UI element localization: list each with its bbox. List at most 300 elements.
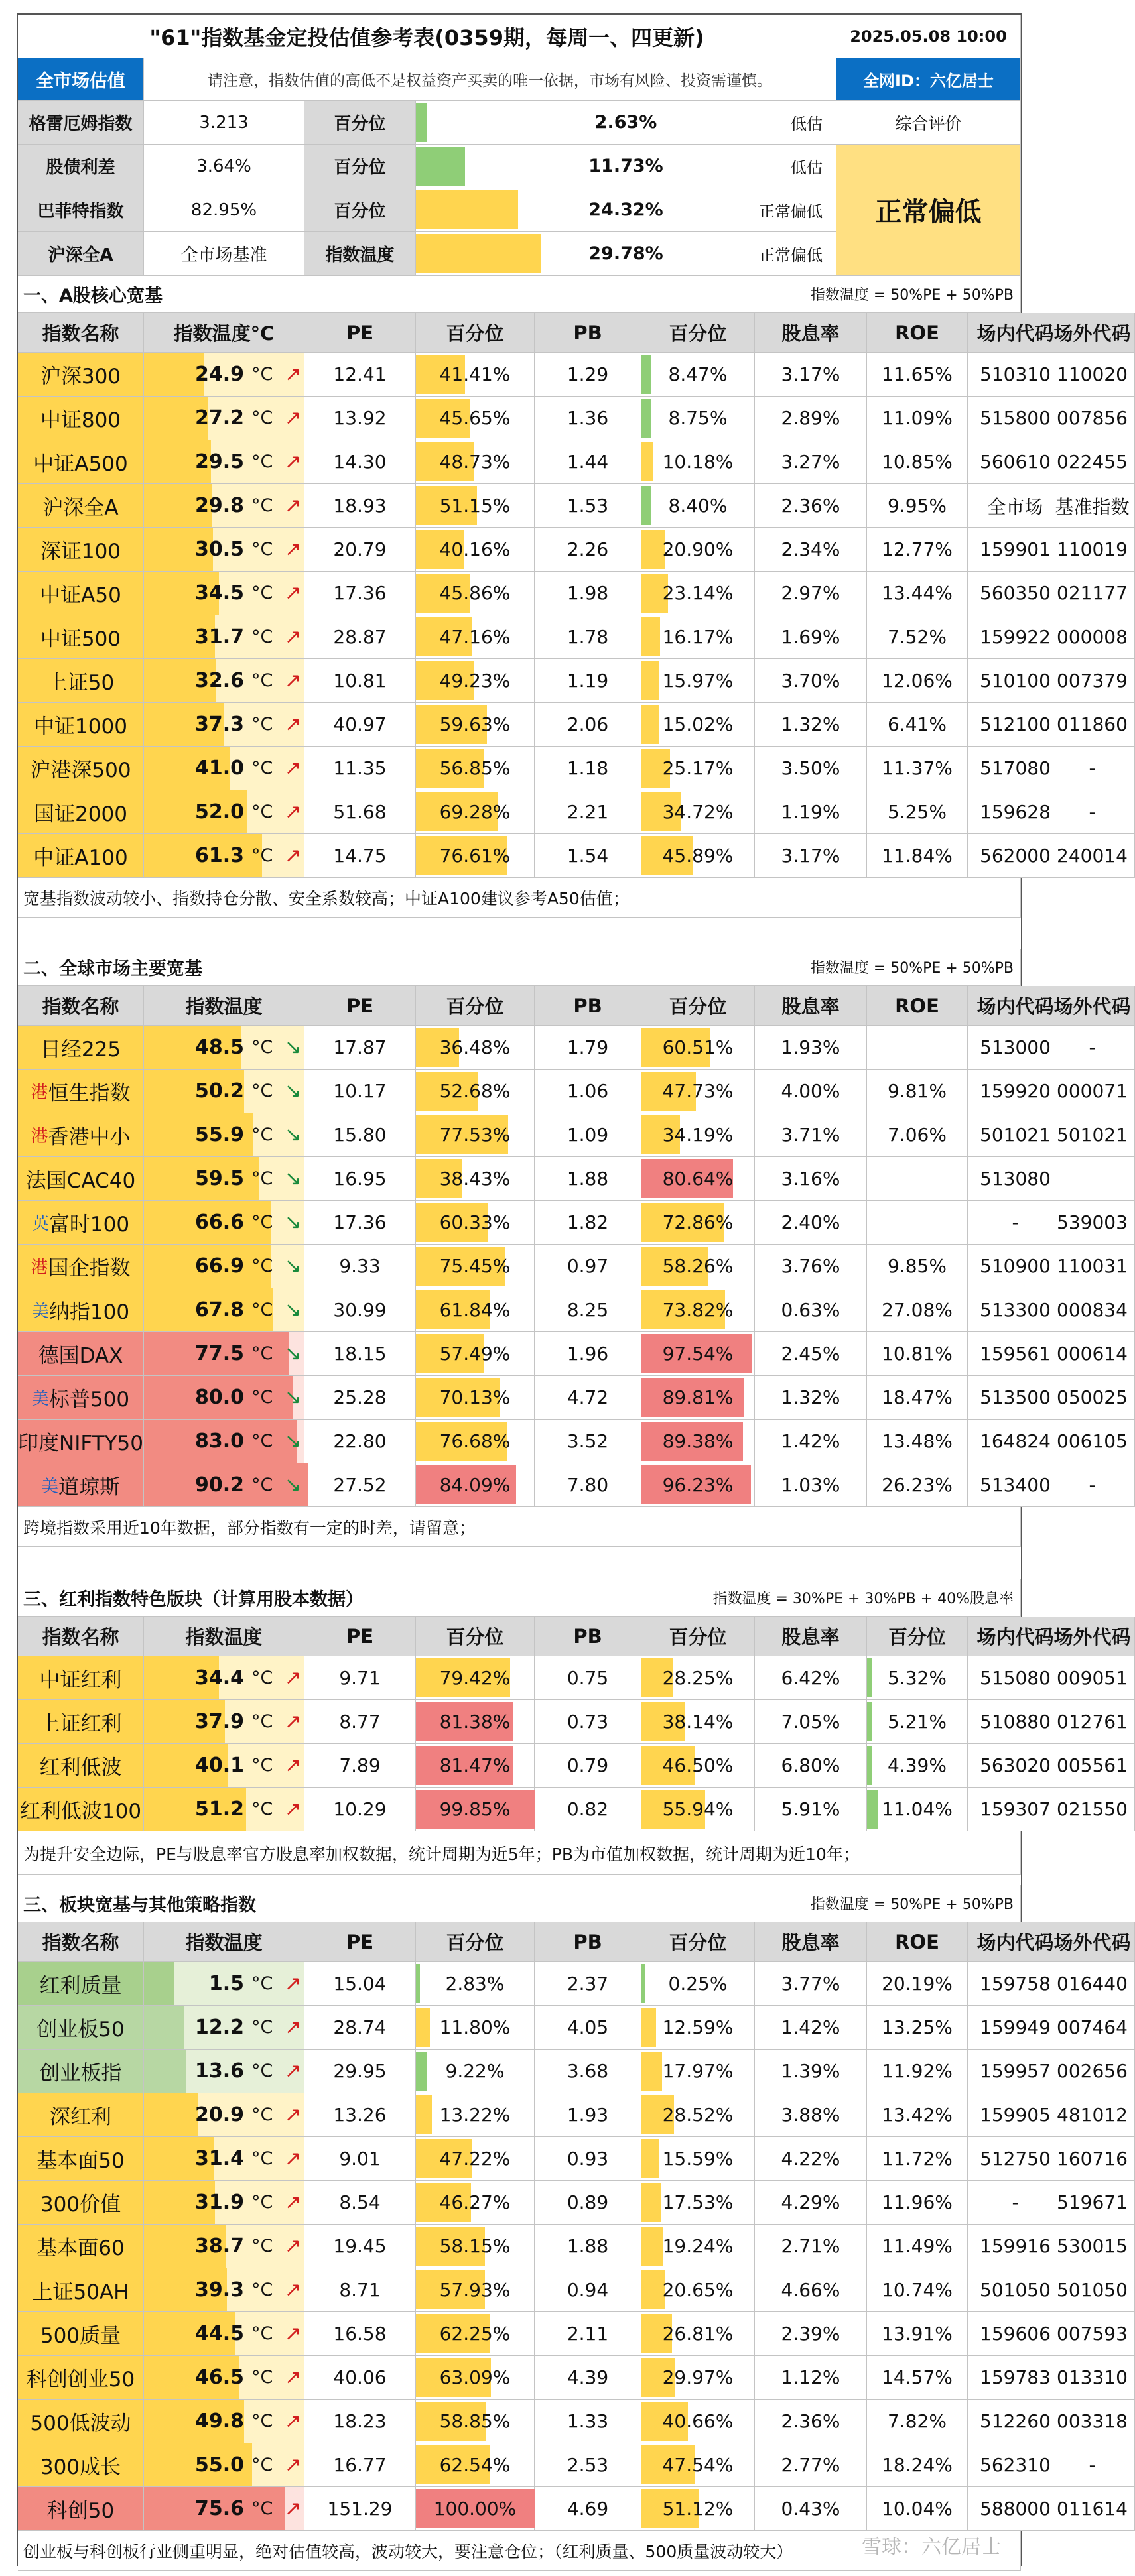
- cell-pep: [416, 1962, 535, 2006]
- cell-pe: [304, 2137, 416, 2181]
- cell-pb: [535, 1744, 641, 1788]
- column-header-label: ROE: [895, 1930, 939, 1953]
- cell-value: 1.78: [567, 626, 609, 648]
- cell-in: [968, 1700, 1063, 1744]
- cell-in: [968, 397, 1063, 440]
- cell-value: 29.95: [333, 2060, 387, 2082]
- section-note-row: [18, 878, 1021, 918]
- table-row: [18, 2050, 1128, 2093]
- cell-value: 57.93%: [439, 2279, 511, 2301]
- cell-roe: [867, 747, 968, 790]
- index-name: [18, 1788, 143, 1831]
- cell-pbp: [641, 1288, 755, 1332]
- cell-value: 519671: [1057, 2191, 1128, 2213]
- cell-pe: [304, 1070, 416, 1113]
- temperature-unit: °C: [251, 845, 273, 866]
- cell-pep: [416, 1788, 535, 1831]
- cell-in: [968, 1962, 1063, 2006]
- temperature-cell: [144, 1463, 304, 1507]
- valuation-sheet: [17, 13, 1131, 2566]
- temperature-formula: 指数温度 = 50%PE + 50%PB: [810, 960, 1014, 977]
- cell-roe: [867, 572, 968, 615]
- trend-up-icon: ↗: [285, 538, 302, 561]
- cell-value: 0.43%: [781, 2498, 840, 2520]
- cell-value: 513500: [980, 1386, 1051, 1408]
- table-row: [18, 790, 1096, 834]
- cell-value: 513000: [980, 1036, 1051, 1058]
- cell-pb: [535, 834, 641, 878]
- cell-value: 75.45%: [439, 1255, 511, 1277]
- index-name: [18, 2137, 143, 2180]
- temperature-unit: °C: [251, 1475, 273, 1495]
- cell-pbp: [641, 1245, 755, 1288]
- temperature-value: 44.5: [194, 2322, 244, 2345]
- cell-pb: [535, 1288, 641, 1332]
- cell-in: [968, 2356, 1063, 2400]
- index-name-cell: [18, 572, 144, 615]
- index-name-text: 500低波动: [30, 2412, 131, 2435]
- cell-value: 7.89: [339, 1754, 381, 1776]
- trend-up-icon: ↗: [285, 2103, 302, 2126]
- column-header-label: PE: [346, 994, 374, 1017]
- region-tag: 港: [31, 1127, 48, 1146]
- indicator-name: 股债利差: [46, 158, 115, 178]
- index-name-text: 沪深全A: [42, 496, 119, 520]
- cell-value: 1.44: [567, 451, 609, 473]
- cell-roe: [867, 2312, 968, 2356]
- index-name: [18, 2050, 143, 2093]
- cell-value: 26.23%: [882, 1474, 953, 1496]
- temperature-value: 39.3: [194, 2278, 244, 2301]
- cell-pe: [304, 747, 416, 790]
- column-header-label: 场内代码: [976, 1932, 1054, 1954]
- cell-div: [755, 1744, 867, 1788]
- account-id: 全网ID：六亿居士: [863, 72, 994, 90]
- cell-value: 18.24%: [882, 2454, 953, 2476]
- cell-div: [755, 1157, 867, 1201]
- cell-pe: [304, 1962, 416, 2006]
- trend-up-icon: ↗: [285, 2235, 302, 2258]
- cell-value: 13.44%: [882, 582, 953, 604]
- cell-pb: [535, 703, 641, 747]
- cell-pbp: [641, 1463, 755, 1507]
- cell-div: [755, 2225, 867, 2268]
- cell-value: 9.81%: [888, 1080, 947, 1102]
- overall-label: 综合评价: [895, 113, 962, 133]
- temperature-cell: [144, 2093, 304, 2137]
- index-name: [18, 2356, 143, 2399]
- temperature-cell: [144, 1201, 304, 1245]
- cell-div: [755, 2443, 867, 2487]
- cell-value: 89.38%: [662, 1430, 734, 1452]
- cell-roe: [867, 1026, 968, 1070]
- cell-value: 10.81: [333, 670, 387, 692]
- cell-value: 5.91%: [781, 1798, 840, 1820]
- cell-value: 1.96: [567, 1343, 609, 1365]
- index-name: [18, 1201, 143, 1244]
- cell-value: 9.01: [339, 2148, 381, 2170]
- cell-pe: [304, 2050, 416, 2093]
- index-name-cell: [18, 2487, 144, 2531]
- risk-notice: 请注意，指数估值的高低不是权益资产买卖的唯一依据，市场有风险、投资需谨慎。: [208, 72, 772, 90]
- column-header: [535, 986, 641, 1026]
- index-name-text: 300价值: [40, 2193, 121, 2217]
- cell-pb: [535, 1201, 641, 1245]
- cell-roe: [867, 1420, 968, 1463]
- index-name: [18, 1157, 143, 1200]
- cell-value: [867, 1157, 967, 1200]
- cell-pep: [416, 1376, 535, 1420]
- index-name-text: 红利低波: [39, 1756, 122, 1780]
- cell-value: 4.39%: [888, 1754, 947, 1776]
- index-name: [18, 2181, 143, 2224]
- temperature-unit: °C: [251, 1711, 273, 1732]
- cell-value: 0.75: [567, 1667, 609, 1689]
- table-row: [18, 2400, 1128, 2443]
- index-name-cell: [18, 2093, 144, 2137]
- cell-value: 73.82%: [662, 1299, 734, 1321]
- cell-out: [1050, 528, 1135, 572]
- cell-value: 003318: [1057, 2410, 1128, 2432]
- cell-pe: [304, 1288, 416, 1332]
- cell-pbp: [641, 1744, 755, 1788]
- index-name-text: 道琼斯: [58, 1475, 120, 1499]
- cell-value: 45.89%: [662, 845, 734, 867]
- cell-out: [1050, 1463, 1135, 1507]
- cell-value: 27.52: [333, 1474, 387, 1496]
- column-header: [416, 1617, 535, 1656]
- cell-value: 0.93: [567, 2148, 609, 2170]
- index-name-text: 中证800: [40, 408, 121, 432]
- cell-value: 050025: [1057, 1386, 1128, 1408]
- cell-value: 159758: [980, 1973, 1051, 1994]
- cell-value: 17.87: [333, 1036, 387, 1058]
- cell-value: 1.93: [567, 2104, 609, 2126]
- temperature-unit: °C: [251, 1212, 273, 1233]
- cell-value: 28.52%: [662, 2104, 734, 2126]
- cell-value: 5.32%: [888, 1667, 947, 1689]
- cell-pe: [304, 2093, 416, 2137]
- cell-pbp: [641, 1113, 755, 1157]
- cell-value: 1.39%: [781, 2060, 840, 2082]
- temperature-cell: [144, 2312, 304, 2356]
- cell-value: 3.16%: [781, 1168, 840, 1190]
- cell-roe: [867, 1157, 968, 1201]
- cell-pep: [416, 659, 535, 703]
- temperature-cell: [144, 1376, 304, 1420]
- cell-roe: [867, 1070, 968, 1113]
- cell-value: 58.26%: [662, 1255, 734, 1277]
- cell-pe: [304, 1420, 416, 1463]
- cell-in: [968, 2137, 1063, 2181]
- column-header-label: PB: [573, 1930, 602, 1953]
- cell-pe: [304, 2356, 416, 2400]
- cell-value: 17.36: [333, 1211, 387, 1233]
- temperature-value: 31.4: [194, 2147, 244, 2170]
- column-header: [1050, 986, 1135, 1026]
- cell-value: 15.97%: [662, 670, 734, 692]
- cell-out: [1050, 2487, 1135, 2531]
- column-header-label: ROE: [895, 994, 939, 1017]
- cell-value: 72.86%: [662, 1211, 734, 1233]
- cell-out: [1050, 440, 1135, 484]
- cell-pe: [304, 353, 416, 397]
- cell-pe: [304, 484, 416, 528]
- cell-pep: [416, 353, 535, 397]
- temperature-cell: [144, 2443, 304, 2487]
- cell-pbp: [641, 1962, 755, 2006]
- temperature-unit: °C: [251, 364, 273, 385]
- column-header: [867, 1617, 968, 1656]
- cell-value: 9.33: [339, 1255, 381, 1277]
- cell-value: 110019: [1057, 538, 1128, 560]
- temperature-cell: [144, 1420, 304, 1463]
- index-name-text: 标普500: [48, 1388, 130, 1412]
- cell-value: 510880: [980, 1711, 1051, 1733]
- temperature-unit: °C: [251, 2323, 273, 2344]
- percentile-label-cell: [304, 188, 416, 232]
- indicator-name-cell: [18, 188, 144, 232]
- column-header: [144, 313, 304, 353]
- cell-roe: [867, 2487, 968, 2531]
- cell-value: 47.22%: [439, 2148, 511, 2170]
- market-label: 全市场估值: [36, 71, 125, 92]
- cell-in: [968, 1113, 1063, 1157]
- column-header: [755, 986, 867, 1026]
- cell-roe: [867, 2181, 968, 2225]
- cell-pbp: [641, 440, 755, 484]
- temperature-unit: °C: [251, 1755, 273, 1776]
- cell-pep: [416, 1070, 535, 1113]
- cell-div: [755, 1113, 867, 1157]
- cell-pe: [304, 1245, 416, 1288]
- cell-in: [968, 2050, 1063, 2093]
- cell-value: 1.53: [567, 495, 609, 517]
- cell-value: 29.97%: [662, 2366, 734, 2388]
- temperature-unit: °C: [251, 2455, 273, 2475]
- temperature-value: 29.5: [194, 450, 244, 473]
- cell-pe: [304, 1744, 416, 1788]
- cell-value: 1.36: [567, 407, 609, 429]
- temperature-value: 55.0: [194, 2453, 244, 2477]
- temperature-unit: °C: [251, 802, 273, 822]
- cell-value: 63.09%: [439, 2366, 511, 2388]
- cell-value: 0.97: [567, 1255, 609, 1277]
- cell-pbp: [641, 2400, 755, 2443]
- cell-value: 2.97%: [781, 582, 840, 604]
- cell-out: [1050, 1201, 1135, 1245]
- temperature-unit: °C: [251, 2498, 273, 2519]
- trend-up-icon: ↗: [285, 2059, 302, 2083]
- column-header: [18, 986, 144, 1026]
- cell-value: 28.74: [333, 2016, 387, 2038]
- cell-value: 30.99: [333, 1299, 387, 1321]
- cell-div: [755, 2400, 867, 2443]
- temperature-value: 83.0: [194, 1430, 244, 1453]
- section-note: 为提升安全边际，PE与股息率官方股息率加权数据，统计周期为近5年；PB为市值加权数据，统计周期为近10年；: [23, 1844, 860, 1864]
- table-row: [18, 834, 1128, 878]
- cell-pe: [304, 790, 416, 834]
- cell-value: 61.84%: [439, 1299, 511, 1321]
- cell-value: 12.41: [333, 363, 387, 385]
- cell-value: 0.73: [567, 1711, 609, 1733]
- cell-div: [755, 747, 867, 790]
- cell-value: 28.87: [333, 626, 387, 648]
- cell-pbp: [641, 484, 755, 528]
- cell-roe: [867, 2443, 968, 2487]
- column-header: [641, 313, 755, 353]
- cell-pbp: [641, 747, 755, 790]
- cell-div: [755, 1700, 867, 1744]
- cell-roe: [867, 1962, 968, 2006]
- cell-pb: [535, 790, 641, 834]
- cell-value: 1.33: [567, 2410, 609, 2432]
- table-row: [18, 2225, 1128, 2268]
- cell-pb: [535, 2487, 641, 2531]
- column-header-label: 场外代码: [1053, 995, 1131, 1018]
- cell-pbp: [641, 2268, 755, 2312]
- index-name-cell: [18, 615, 144, 659]
- cell-div: [755, 2181, 867, 2225]
- temperature-unit: °C: [251, 408, 273, 428]
- cell-roe: [867, 1463, 968, 1507]
- index-name-cell: [18, 353, 144, 397]
- cell-value: 9.22%: [445, 2060, 505, 2082]
- temperature-unit: °C: [251, 758, 273, 778]
- cell-value: 81.38%: [439, 1711, 511, 1733]
- cell-value: 4.22%: [781, 2148, 840, 2170]
- cell-pb: [535, 1113, 641, 1157]
- indicator-value: 3.64%: [196, 156, 251, 176]
- temperature-unit: °C: [251, 1973, 273, 1994]
- cell-value: 1.88: [567, 2235, 609, 2257]
- cell-value: 10.18%: [662, 451, 734, 473]
- index-name-cell: [18, 703, 144, 747]
- temperature-cell: [144, 484, 304, 528]
- cell-value: 007593: [1057, 2323, 1128, 2345]
- cell-in: [968, 528, 1063, 572]
- cell-value: 007856: [1057, 407, 1128, 429]
- cell-value: 12.77%: [882, 538, 953, 560]
- cell-pbp: [641, 528, 755, 572]
- indicator-name-cell: [18, 145, 144, 188]
- cell-pbp: [641, 2093, 755, 2137]
- market-label-cell: [18, 58, 144, 101]
- cell-value: 58.85%: [439, 2410, 511, 2432]
- temperature-cell: [144, 1070, 304, 1113]
- section-title: 三、红利指数特色版块（计算用股本数据）: [23, 1579, 364, 1616]
- column-header: [144, 1617, 304, 1656]
- trend-down-icon: ↘: [285, 1036, 302, 1059]
- cell-value: 41.41%: [439, 363, 511, 385]
- temperature-unit: °C: [251, 583, 273, 603]
- cell-value: 481012: [1057, 2104, 1128, 2126]
- column-header-label: 百分位: [669, 322, 727, 345]
- index-name-text: 300成长: [40, 2455, 121, 2479]
- cell-in: [968, 440, 1063, 484]
- cell-value: 12.06%: [882, 670, 953, 692]
- table-row: [18, 397, 1128, 440]
- temperature-value: 1.5: [208, 1972, 244, 1995]
- cell-roe: [867, 2400, 968, 2443]
- cell-value: 160716: [1057, 2148, 1128, 2170]
- cell-value: 513400: [980, 1474, 1051, 1496]
- cell-value: 62.25%: [439, 2323, 511, 2345]
- temperature-value: 52.0: [194, 800, 244, 824]
- cell-value: 3.52: [567, 1430, 609, 1452]
- cell-pep: [416, 484, 535, 528]
- cell-value: 18.23: [333, 2410, 387, 2432]
- cell-value: 15.04: [333, 1973, 387, 1994]
- cell-out: [1050, 2181, 1135, 2225]
- index-name-text: 创业板指: [39, 2061, 122, 2085]
- cell-value: 3.77%: [781, 1973, 840, 1994]
- cell-roe: [867, 703, 968, 747]
- column-header: [867, 1922, 968, 1962]
- cell-roe: [867, 440, 968, 484]
- cell-pep: [416, 2443, 535, 2487]
- cell-div: [755, 440, 867, 484]
- column-header-label: PB: [573, 1625, 602, 1648]
- cell-value: 2.37: [567, 1973, 609, 1994]
- cell-value: 4.66%: [781, 2279, 840, 2301]
- column-header-label: 百分位: [669, 995, 727, 1018]
- index-name: [18, 1288, 143, 1331]
- column-header-label: 指数名称: [42, 995, 119, 1018]
- percentile-bar-cell: [416, 145, 836, 188]
- cell-in: [968, 1157, 1063, 1201]
- temperature-cell: [144, 1656, 304, 1700]
- cell-out: [1050, 1026, 1135, 1070]
- temperature-unit: °C: [251, 2061, 273, 2081]
- cell-div: [755, 703, 867, 747]
- cell-pbp: [641, 2181, 755, 2225]
- cell-pbp: [641, 1332, 755, 1376]
- column-header: [144, 986, 304, 1026]
- index-name: [18, 1245, 143, 1288]
- column-header: [968, 1922, 1063, 1962]
- cell-pb: [535, 1463, 641, 1507]
- temperature-value: 34.4: [194, 1666, 244, 1689]
- percentile-bar-cell: [416, 101, 836, 145]
- temperature-cell: [144, 2400, 304, 2443]
- cell-in: [968, 2400, 1063, 2443]
- cell-value: 96.23%: [662, 1474, 734, 1496]
- temperature-cell: [144, 2225, 304, 2268]
- trend-down-icon: ↘: [285, 1167, 302, 1190]
- cell-value: 9.71: [339, 1667, 381, 1689]
- cell-value: 5.25%: [888, 801, 947, 823]
- trend-up-icon: ↗: [285, 2016, 302, 2039]
- temperature-bar: [144, 2093, 198, 2136]
- temperature-unit: °C: [251, 1343, 273, 1364]
- index-name-cell: [18, 1332, 144, 1376]
- index-name-text: 沪深300: [40, 365, 121, 389]
- cell-pep: [416, 834, 535, 878]
- temperature-unit: °C: [251, 1037, 273, 1058]
- cell-value: 14.30: [333, 451, 387, 473]
- cell-in: [968, 1332, 1063, 1376]
- cell-pep: [416, 1026, 535, 1070]
- cell-value: 8.40%: [668, 495, 728, 517]
- cell-value: 515800: [980, 407, 1051, 429]
- table-row: [18, 1332, 1128, 1376]
- cell-div: [755, 484, 867, 528]
- percentile-label-cell: [304, 101, 416, 145]
- index-name-cell: [18, 1420, 144, 1463]
- cell-roe: [867, 1245, 968, 1288]
- index-name-cell: [18, 2006, 144, 2050]
